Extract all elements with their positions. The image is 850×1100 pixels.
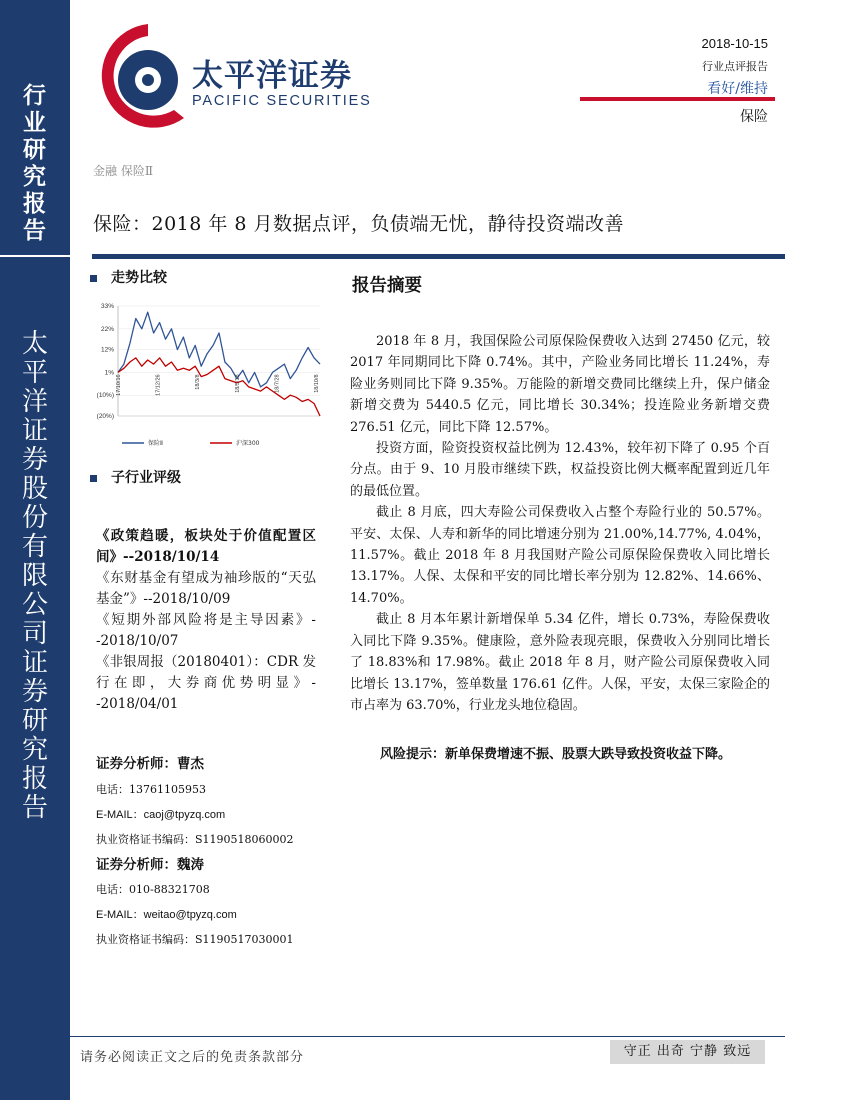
summary-paragraph: 截止 8 月本年累计新增保单 5.34 亿件，增长 0.73%，寿险保费收入同比下降 9.35%。健康险，意外险表现亮眼，保费收入分别同比增长了 18.83%和 17.98%。截止 2018 年 8 月，财产险公司原保费收入同比增长 13.17%，签单数量 176.61 亿件。人保，平安，太保三家险企的市占率为 63.70%，行业龙头地位稳固。 (350, 612, 770, 713)
report-date: 2018-10-15 (701, 36, 768, 51)
chart-x-tick-label: 17/10/16 (116, 374, 122, 396)
analyst-email[interactable]: E-MAIL：caoj@tpyzq.com (96, 809, 226, 821)
side-label-char: 究 (23, 163, 47, 190)
report-title: 保险：2018 年 8 月数据点评，负债端无忧，静待投资端改善 (93, 213, 625, 235)
chart-legend (122, 439, 260, 447)
side-label-char: 证 (21, 416, 48, 446)
sector-label: 保险 (740, 109, 768, 125)
chart-legend-label: 保险Ⅱ (148, 440, 163, 447)
title-divider (92, 254, 785, 259)
chart-x-tick-label: 18/10/8 (314, 374, 320, 393)
side-label-char: 究 (21, 735, 48, 765)
chart-y-tick-label: (10%) (96, 392, 114, 400)
side-label-char: 份 (21, 503, 48, 533)
side-label-char: 券 (21, 445, 48, 475)
chart-series-line (118, 358, 320, 416)
side-label-char: 告 (23, 217, 47, 244)
footer-divider (70, 1036, 785, 1037)
chart-y-axis (97, 303, 115, 420)
chart-y-tick-label: (20%) (96, 413, 114, 420)
side-label-char: 券 (21, 677, 48, 707)
brand-name-cn: 太平洋证券 (192, 58, 352, 94)
subrating-heading (90, 467, 181, 487)
chart-y-tick-label: 22% (100, 325, 114, 333)
analyst-cert: 执业资格证书编码：S1190517030001 (96, 933, 294, 946)
company-logo-icon (88, 18, 188, 138)
report-type: 行业点评报告 (702, 60, 768, 73)
chart-y-tick-label: 12% (100, 346, 114, 354)
chart-legend-label: 沪深300 (236, 440, 260, 447)
side-label-char: 报 (23, 190, 47, 217)
summary-heading: 报告摘要 (352, 276, 422, 296)
analyst-email[interactable]: E-MAIL：weitao@tpyzq.com (96, 909, 237, 921)
analyst-phone: 电话：13761105953 (96, 783, 206, 796)
square-bullet-icon (90, 475, 97, 482)
chart-x-tick-label: 18/5/18 (234, 374, 241, 393)
trend-heading-text: 走势比较 (111, 270, 167, 286)
side-label-char: 股 (21, 474, 48, 504)
analyst-name: 证券分析师：魏涛 (96, 857, 204, 873)
breadcrumb: 金融 保险Ⅱ (93, 164, 153, 178)
chart-y-tick-label: 1% (104, 369, 114, 377)
side-label-char: 有 (21, 532, 48, 562)
related-report-item[interactable]: 《东财基金有望成为袖珍版的“天弘基金”》--2018/10/09 (96, 570, 316, 607)
side-label-company (0, 330, 70, 823)
side-label-char: 太 (21, 329, 48, 359)
related-report-item[interactable]: 《短期外部风险将是主导因素》--2018/10/07 (96, 612, 316, 649)
summary-paragraph: 截止 8 月底，四大寿险公司保费收入占整个寿险行业的 50.57%。平安、太保、人寿和新华的同比增速分别为 21.00%,14.77%, 4.04%，11.57%。截止 2018 年 8 月我国财产险公司原保险保费收入同比增长 13.17%。人保、太保和平安的同比增长率分别为 12.82%、14.66%、14.70%。 (350, 505, 770, 606)
side-label-char: 洋 (21, 387, 48, 417)
related-report-item[interactable]: 《非银周报（20180401）：CDR 发行在即，大券商优势明显》--2018/04/01 (96, 654, 316, 712)
summary-paragraph: 2018 年 8 月，我国保险公司原保险保费收入达到 27450 亿元，较 2017 年同期同比下降 0.74%。其中，产险业务同比增长 11.24%，寿险业务则同比下降 9.35%。万能险的新增交费同比继续上升，保户储金新增交费为 5440.5 亿元，同比增长 30.34%；投连险业务新增交费 276.51 亿元，同比下降 12.57%。 (350, 334, 770, 435)
side-label-char: 司 (21, 619, 48, 649)
trend-heading (90, 267, 167, 287)
header-divider (580, 97, 775, 101)
chart-y-tick-label: 33% (100, 303, 114, 310)
disclaimer[interactable]: 请务必阅读正文之后的免责条款部分 (80, 1050, 305, 1065)
side-label-char: 研 (23, 136, 47, 163)
side-label-char: 限 (21, 561, 48, 591)
trend-chart (88, 296, 328, 456)
summary-paragraph: 投资方面，险资投资权益比例为 12.43%，较年初下降了 0.95 个百分点。由于 9、10 月股市继续下跌，权益投资比例大概率配置到近几年的最低位置。 (350, 441, 770, 499)
side-label-char: 行 (23, 82, 47, 109)
side-label-report-type (0, 82, 70, 244)
chart-x-tick-label: 17/12/26 (155, 374, 162, 396)
side-label-char: 证 (21, 648, 48, 678)
side-label-char: 报 (21, 764, 48, 794)
related-reports (96, 526, 316, 715)
industry-rating: 看好/维持 (707, 81, 768, 97)
subrating-heading-text: 子行业评级 (111, 470, 181, 486)
chart-x-tick-label: 18/7/28 (274, 374, 281, 393)
analyst-phone: 电话：010-88321708 (96, 883, 210, 896)
square-bullet-icon (90, 275, 97, 282)
company-motto: 守正 出奇 宁静 致远 (610, 1040, 765, 1064)
summary-body (350, 331, 770, 716)
side-label-char: 业 (23, 109, 47, 136)
chart-x-tick-label: 18/3/8 (195, 374, 202, 390)
side-label-char: 告 (21, 793, 48, 823)
side-label-char: 研 (21, 706, 48, 736)
risk-warning: 风险提示：新单保费增速不振、股票大跌导致投资收益下降。 (380, 747, 732, 762)
chart-series (118, 312, 320, 416)
related-report-item[interactable]: 《政策趋暖，板块处于价值配置区间》--2018/10/14 (96, 528, 316, 565)
analyst-name: 证券分析师：曹杰 (96, 756, 204, 772)
analyst-cert: 执业资格证书编码：S1190518060002 (96, 833, 294, 846)
brand-name-en: PACIFIC SECURITIES (192, 93, 372, 109)
side-label-char: 平 (21, 358, 48, 388)
side-label-char: 公 (21, 590, 48, 620)
